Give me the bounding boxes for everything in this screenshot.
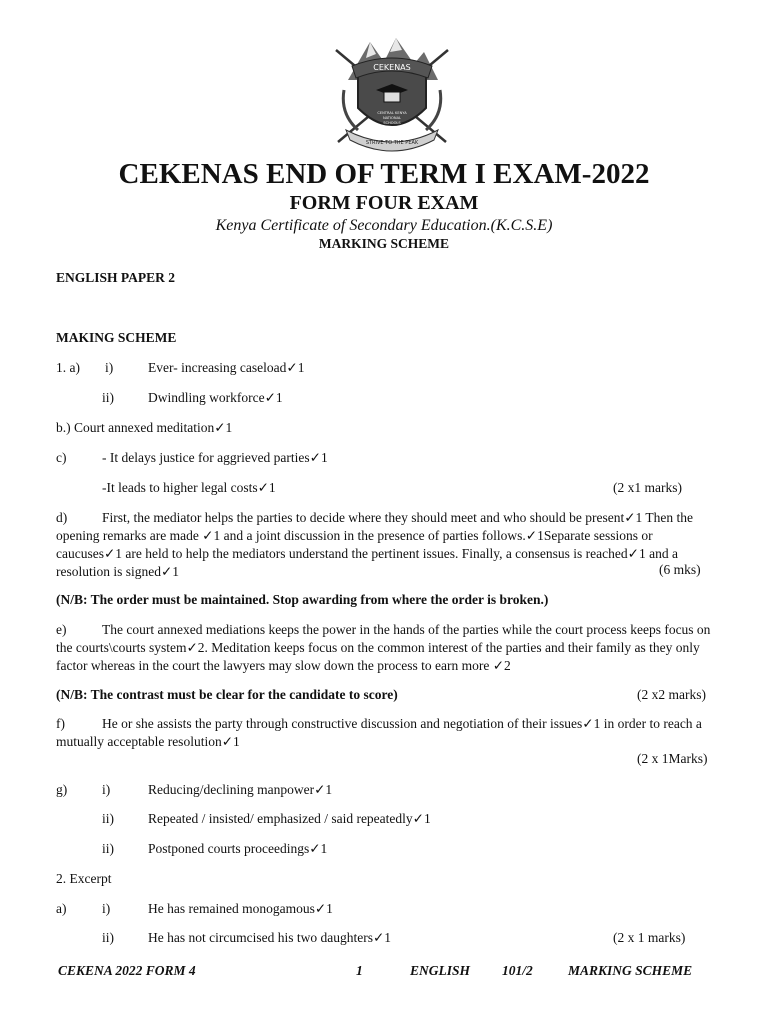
- q2-heading: 2. Excerpt: [56, 871, 112, 886]
- q1c-marks: (2 x1 marks): [613, 480, 682, 495]
- q1a-ii-answer: Dwindling workforce✓1: [148, 390, 283, 405]
- footer-exam-name: CEKENA 2022 FORM 4: [58, 963, 196, 978]
- q1a-i-answer: Ever- increasing caseload✓1: [148, 360, 305, 375]
- certificate-line: Kenya Certificate of Secondary Education.(K.C.S.E): [215, 217, 553, 234]
- school-crest-logo: [328, 30, 456, 158]
- exam-title: CEKENAS END OF TERM I EXAM-2022: [118, 158, 650, 190]
- svg-text:SCHOOLS: SCHOOLS: [383, 121, 401, 125]
- footer-subject: ENGLISH: [410, 963, 471, 978]
- q1g-i-answer: Reducing/declining manpower✓1: [148, 782, 333, 797]
- q1g-ii-number: ii): [102, 811, 114, 826]
- q1d-text: First, the mediator helps the parties to decide where they should meet and who should be present✓1 Then the opening remarks are made ✓1 and a joint discussion in the presence of parties follows.✓1Separate sessions or caucuses✓1 are held to help the mediators understand the pertinent issues. Finally, a consensus is reached✓1 and a resolution is signed✓1: [56, 510, 694, 579]
- q1c-answer-1: - It delays justice for aggrieved parties✓1: [102, 450, 328, 465]
- marking-scheme-heading: MARKING SCHEME: [318, 236, 450, 251]
- q2a-i-answer: He has remained monogamous✓1: [148, 901, 333, 916]
- q1f-text: He or she assists the party through constructive discussion and negotiation of their issues✓1 in order to reach a mutually acceptable resolution✓1: [56, 716, 702, 749]
- q1f-marks: (2 x 1Marks): [637, 751, 708, 766]
- q1a-ii-number: ii): [102, 390, 114, 405]
- svg-text:CENTRAL KENYA: CENTRAL KENYA: [377, 111, 407, 115]
- q1e-text: The court annexed mediations keeps the power in the hands of the parties while the court process keeps focus on the courts\courts system✓2. Meditation keeps focus on the common interest of the parties and their family as they only factor whereas in the court the lawyers may slow down the process to earn more ✓2: [56, 622, 711, 673]
- q1f-answer-paragraph: [56, 715, 712, 751]
- q1e-marks: (2 x2 marks): [637, 687, 706, 702]
- q1g-iii-number: ii): [102, 841, 114, 856]
- q1a-i-number: i): [105, 360, 114, 375]
- q2a-label: a): [56, 901, 67, 916]
- q2a-marks: (2 x 1 marks): [613, 930, 686, 945]
- q1c-answer-2: -It leads to higher legal costs✓1: [102, 480, 276, 495]
- q1g-label: g): [56, 782, 68, 797]
- q1e-label: e): [56, 622, 67, 637]
- q1a-label: 1. a): [56, 360, 80, 375]
- logo-motto: STRIVE TO THE PEAK: [365, 140, 419, 146]
- q1c-label: c): [56, 450, 67, 465]
- q2a-ii-answer: He has not circumcised his two daughters✓1: [148, 930, 392, 945]
- paper-title: ENGLISH PAPER 2: [56, 270, 176, 285]
- footer-page-number: 1: [356, 963, 363, 978]
- q1g-iii-answer: Postponed courts proceedings✓1: [148, 841, 328, 856]
- section-heading: MAKING SCHEME: [56, 330, 177, 345]
- q1b-answer: b.) Court annexed meditation✓1: [56, 420, 233, 435]
- q1g-ii-answer: Repeated / insisted/ emphasized / said repeatedly✓1: [148, 811, 431, 826]
- exam-subtitle: FORM FOUR EXAM: [289, 192, 479, 214]
- nb-contrast-note: (N/B: The contrast must be clear for the candidate to score): [56, 687, 398, 702]
- q2a-ii-number: ii): [102, 930, 114, 945]
- q1d-answer-paragraph: [56, 509, 712, 581]
- svg-text:NATIONAL: NATIONAL: [382, 116, 402, 120]
- q1f-label: f): [56, 716, 65, 731]
- q2a-i-number: i): [102, 901, 111, 916]
- q1d-label: d): [56, 510, 68, 525]
- logo-wordmark: CEKENAS: [373, 63, 411, 72]
- footer-paper-code: 101/2: [502, 963, 533, 978]
- nb-order-note: (N/B: The order must be maintained. Stop awarding from where the order is broken.): [56, 592, 549, 607]
- q1d-marks: (6 mks): [659, 562, 701, 577]
- q1g-i-number: i): [102, 782, 111, 797]
- q1e-answer-paragraph: [56, 621, 712, 675]
- footer-scheme-label: MARKING SCHEME: [568, 963, 693, 978]
